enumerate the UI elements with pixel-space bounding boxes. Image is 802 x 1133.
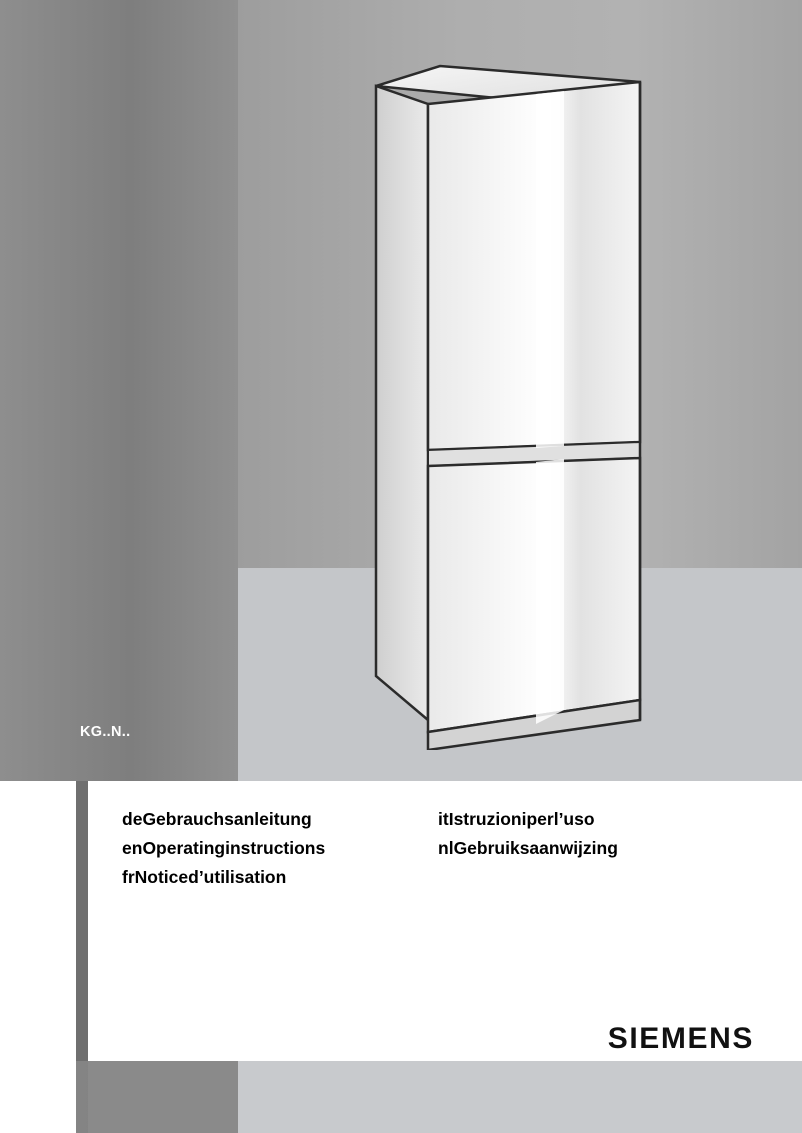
language-title-nl: Gebruiksaanwijzing <box>453 838 618 858</box>
brand-logo: SIEMENS <box>607 1022 754 1055</box>
model-code: KG..N.. <box>80 724 131 740</box>
fridge-illustration <box>368 60 648 750</box>
left-band-white-margin <box>0 781 76 1133</box>
bottom-grey-strip <box>238 1061 802 1133</box>
language-title-de: Gebrauchsanleitung <box>142 809 312 829</box>
left-band-grey-strip <box>76 781 88 1061</box>
language-list-left <box>122 805 325 892</box>
language-entry-de <box>122 805 325 834</box>
language-entry-nl <box>438 834 618 863</box>
language-entry-en <box>122 834 325 863</box>
left-band-bottom-grey <box>88 1061 238 1133</box>
language-code-de: de <box>122 809 143 829</box>
product-photo <box>238 0 802 781</box>
language-entry-fr <box>122 863 325 892</box>
language-code-it: it <box>438 809 449 829</box>
language-code-en: en <box>122 838 143 858</box>
language-title-en: Operatinginstructions <box>142 838 326 858</box>
language-code-fr: fr <box>122 867 135 887</box>
language-entry-it <box>438 805 618 834</box>
language-code-nl: nl <box>438 838 454 858</box>
language-title-fr: Noticed’utilisation <box>134 867 287 887</box>
language-title-it: Istruzioniperl’uso <box>448 809 595 829</box>
language-list-right <box>438 805 618 863</box>
